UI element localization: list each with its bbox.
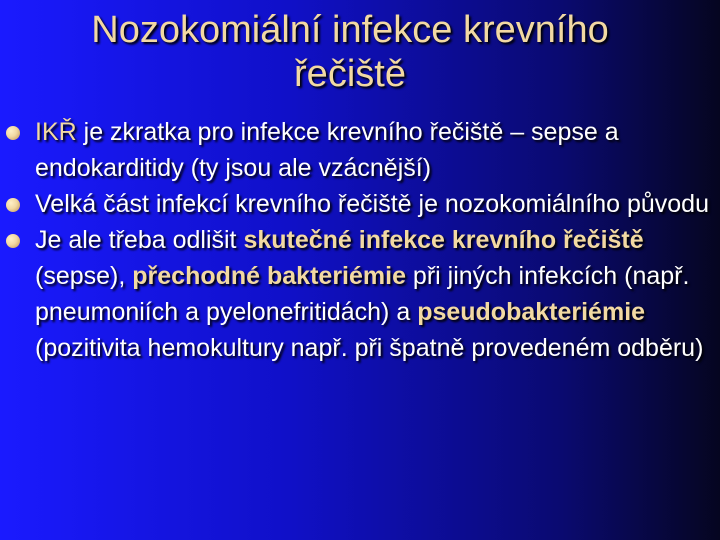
nosocomial-origin-text: Velká část infekcí krevního řečiště je nozokomiálního původu [35, 190, 709, 218]
bullet-list [6, 114, 712, 366]
bullet-nosocomial-origin [6, 186, 712, 222]
differentiation-intro: Je ale třeba odlišit [35, 226, 244, 254]
bullet-dot-icon [6, 126, 20, 140]
term-pseudobacteremia: pseudobakteriémie [417, 298, 646, 326]
ikr-definition-text: je zkratka pro infekce krevního řečiště – sepse a endokarditidy (ty jsou ale vzácnější) [35, 118, 619, 182]
sepsis-note: (sepse), [35, 262, 133, 290]
bullet-dot-icon [6, 198, 20, 212]
bullet-dot-icon [6, 234, 20, 248]
slide-title: Nozokomiální infekce krevního řečiště [91, 9, 609, 95]
term-true-bloodstream-infection: skutečné infekce krevního řečiště [243, 226, 644, 254]
transient-bacteremia-note: při jiných infekcích (např. pneumoniích a pyelonefritidách) a [35, 262, 690, 326]
pseudobacteremia-note: (pozitivita hemokultury např. při špatně provedeném odběru) [35, 334, 704, 362]
bullet-ikr-definition [6, 114, 712, 186]
ikr-abbreviation: IKŘ [35, 118, 77, 146]
term-transient-bacteremia: přechodné bakteriémie [132, 262, 406, 290]
bullet-differentiation [6, 222, 712, 366]
